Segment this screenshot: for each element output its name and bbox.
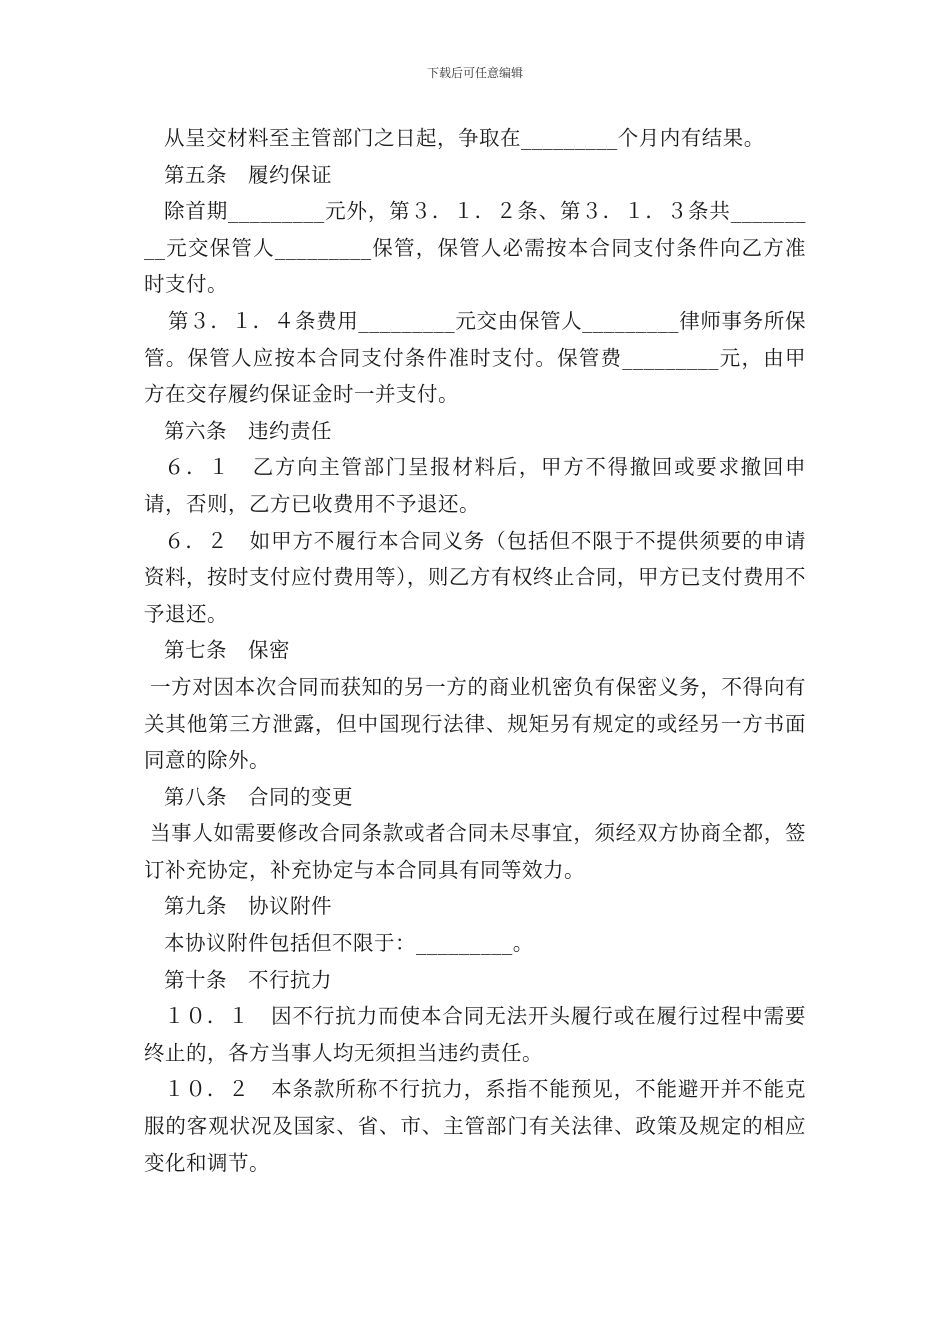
article-6-heading: 第六条 违约责任 — [164, 418, 332, 443]
clause-6-1: ６．１ 乙方向主管部门呈报材料后，甲方不得撤回或要求撤回申请，否则，乙方已收费用不予退还。 — [144, 455, 806, 516]
paragraph-submission: 从呈交材料至主管部门之日起，争取在_________个月内有结果。 — [164, 126, 765, 150]
article-10-heading: 第十条 不行抗力 — [164, 967, 332, 992]
document-body — [144, 120, 806, 1181]
paragraph-amendment: 当事人如需要修改合同条款或者合同未尽事宜，须经双方协商全都，签订补充协定，补充协定与本合同具有同等效力。 — [144, 821, 806, 882]
paragraph-confidentiality: 一方对因本次合同而获知的另一方的商业机密负有保密义务，不得向有关其他第三方泄露，但中国现行法律、规矩另有规定的或经另一方书面同意的除外。 — [144, 674, 806, 773]
article-5-heading: 第五条 履约保证 — [164, 162, 332, 187]
paragraph-guarantee: 除首期_________元外，第３．１．２条、第３．１．３条共_________元交保管人_________保管，保管人必需按本合同支付条件向乙方准时支付。 — [144, 199, 806, 297]
article-8-heading: 第八条 合同的变更 — [164, 784, 353, 809]
article-9-heading: 第九条 协议附件 — [164, 894, 332, 919]
paragraph-attachments: 本协议附件包括但不限于：_________。 — [164, 931, 534, 956]
page-header: 下载后可任意编辑 — [426, 66, 523, 80]
clause-6-2: ６．２ 如甲方不履行本合同义务（包括但不限于不提供须要的申请资料，按时支付应付费用等），则乙方有权终止合同，甲方已支付费用不予退还。 — [144, 528, 806, 626]
clause-10-2: １０．２ 本条款所称不行抗力，系指不能预见，不能避开并不能克服的客观状况及国家、省、市、主管部门有关法律、政策及规定的相应变化和调节。 — [144, 1077, 806, 1175]
paragraph-fee-custody: 第３．１．４条费用_________元交由保管人_________律师事务所保管。保管人应按本合同支付条件准时支付。保管费_________元，由甲方在交存履约保证金时一并支付。 — [144, 308, 806, 407]
article-7-heading: 第七条 保密 — [164, 638, 290, 663]
clause-10-1: １０．１ 因不行抗力而使本合同无法开头履行或在履行过程中需要终止的，各方当事人均无须担当违约责任。 — [144, 1004, 806, 1065]
